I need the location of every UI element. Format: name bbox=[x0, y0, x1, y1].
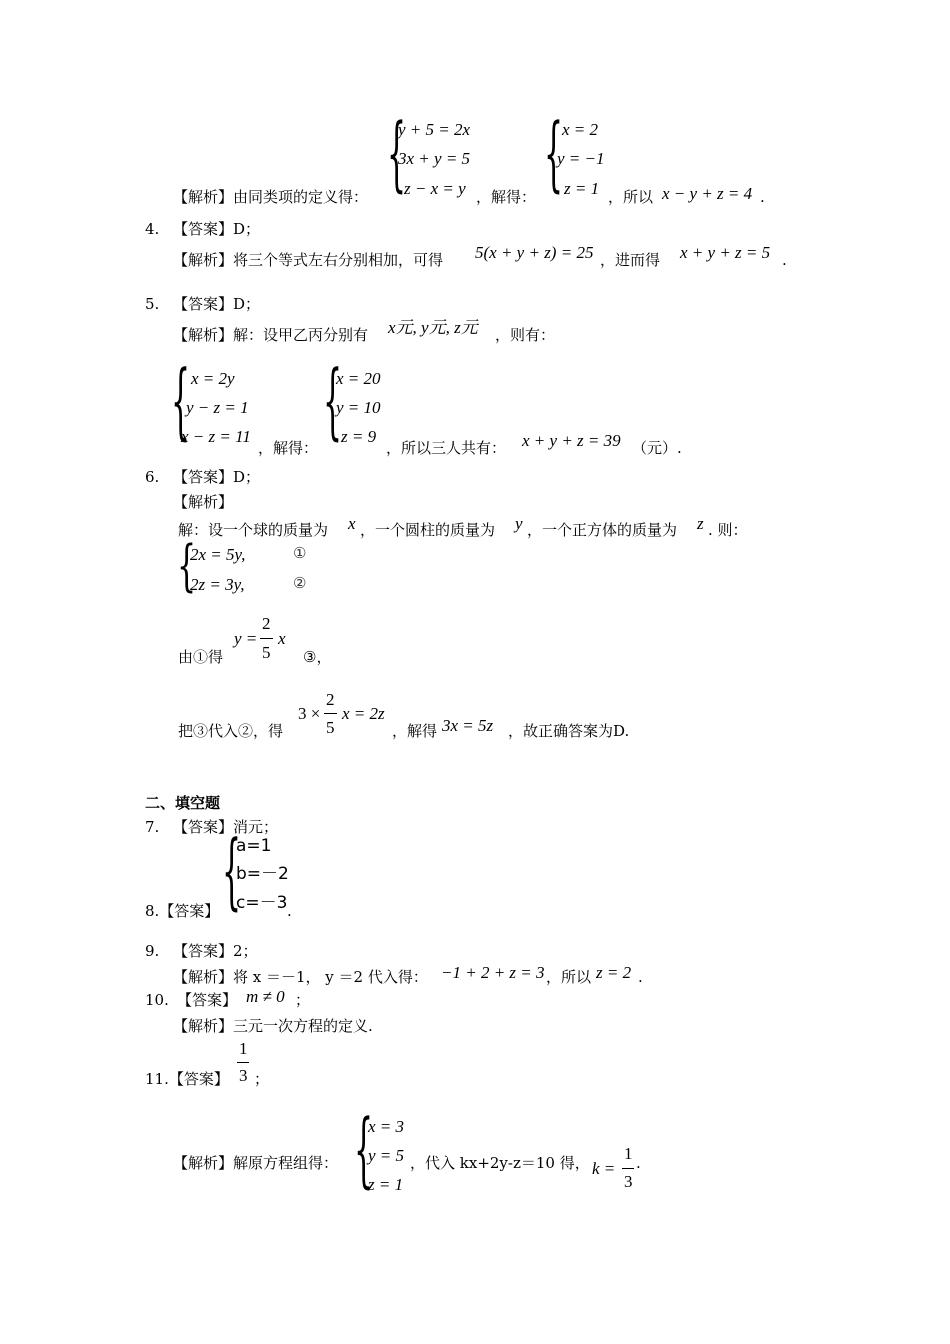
q8-eq-2: b=－2 bbox=[236, 864, 289, 884]
q6-number: 6. bbox=[145, 468, 160, 486]
q6-solved-text: ，解得 bbox=[392, 722, 438, 740]
q6-frac-den: 5 bbox=[262, 643, 271, 662]
q7-answer: 【答案】消元； bbox=[173, 818, 279, 836]
q11-sol-2: y = 5 bbox=[368, 1146, 405, 1165]
q6-mark-1: ① bbox=[293, 544, 307, 562]
q3-result: x − y + z = 4 bbox=[662, 184, 753, 203]
q6-eq3: 3x = 5z bbox=[442, 716, 494, 735]
q6-var-y: y bbox=[515, 514, 523, 533]
q5-sol-2: y = 10 bbox=[336, 398, 381, 417]
q3-eq-1: y + 5 = 2x bbox=[398, 120, 471, 139]
q6-mark-2: ② bbox=[293, 574, 307, 592]
q6-frac2-num: 2 bbox=[326, 690, 335, 709]
q6-y-eq: y = bbox=[234, 629, 258, 648]
q8-label: 8.【答案】 bbox=[145, 902, 220, 920]
q6-frac2-den: 5 bbox=[326, 718, 335, 737]
q3-sol-2: y = −1 bbox=[557, 149, 605, 168]
q5-eq-2: y − z = 1 bbox=[186, 398, 249, 417]
q5-analysis-2: ，则有： bbox=[495, 326, 556, 344]
q11-substitute: ，代入 kx+2y-z＝10 得， bbox=[410, 1154, 590, 1172]
q6-setup-3: ，一个正方体的质量为 bbox=[527, 521, 678, 539]
q11-k-eq: k = bbox=[592, 1159, 616, 1178]
q5-solve-text: ，解得： bbox=[258, 439, 319, 457]
q6-eq-1: 2x = 5y, bbox=[190, 545, 246, 564]
q6-answer: 【答案】D； bbox=[173, 468, 261, 486]
q6-setup-1: 解：设一个球的质量为 bbox=[178, 521, 329, 539]
q6-frac-num: 2 bbox=[262, 614, 271, 633]
q5-answer: 【答案】D； bbox=[173, 295, 261, 313]
q8-brace: { bbox=[222, 824, 242, 921]
q4-eq-result: x + y + z = 5 bbox=[680, 243, 771, 262]
q5-eq-3: x − z = 11 bbox=[181, 427, 251, 446]
q11-semicolon: ； bbox=[254, 1070, 270, 1088]
q9-dot: . bbox=[638, 968, 643, 986]
q6-var-x: x bbox=[348, 514, 356, 533]
q3-solve-text: ，解得： bbox=[476, 188, 537, 206]
q11-k-den: 3 bbox=[624, 1172, 633, 1191]
section-2-heading: 二、填空题 bbox=[145, 794, 221, 812]
q9-number: 9. bbox=[145, 942, 160, 960]
q9-analysis-1: 【解析】将 x ＝－1， y ＝2 代入得： bbox=[173, 968, 428, 986]
q11-analysis: 【解析】解原方程组得： bbox=[173, 1154, 339, 1172]
q3-system-brace: { bbox=[387, 107, 407, 203]
q6-system-brace: { bbox=[177, 534, 197, 600]
q8-eq-3: c=－3 bbox=[236, 893, 288, 913]
q4-dot: . bbox=[782, 251, 787, 269]
q5-solution-brace: { bbox=[323, 354, 343, 451]
q11-k-num: 1 bbox=[624, 1144, 633, 1163]
q6-eq-2: 2z = 3y, bbox=[190, 575, 245, 594]
q11-frac-bar bbox=[237, 1062, 249, 1063]
q11-frac-num: 1 bbox=[239, 1039, 248, 1058]
q10-semicolon: ； bbox=[295, 991, 311, 1009]
q5-result: x + y + z = 39 bbox=[522, 431, 621, 450]
q11-dot: . bbox=[636, 1154, 641, 1172]
q3-analysis-label: 【解析】由同类项的定义得： bbox=[173, 188, 369, 206]
q4-analysis-1: 【解析】将三个等式左右分别相加，可得 bbox=[173, 251, 444, 269]
q8-dot: . bbox=[287, 902, 292, 920]
q11-brace: { bbox=[354, 1103, 374, 1199]
q5-sol-3: z = 9 bbox=[341, 427, 377, 446]
q10-number: 10. bbox=[145, 991, 169, 1009]
q6-frac2-bar bbox=[324, 713, 337, 714]
q10-analysis: 【解析】三元一次方程的定义. bbox=[173, 1017, 373, 1035]
q4-eq-sum: 5(x + y + z) = 25 bbox=[475, 243, 594, 262]
q5-system-brace: { bbox=[171, 354, 191, 451]
q6-analysis-head: 【解析】 bbox=[173, 493, 234, 511]
q9-answer: 【答案】2； bbox=[173, 942, 258, 960]
q5-sol-1: x = 20 bbox=[336, 369, 381, 388]
q11-k-bar bbox=[622, 1168, 634, 1169]
q4-answer: 【答案】D； bbox=[173, 220, 261, 238]
q5-unit: （元）. bbox=[632, 439, 682, 457]
q5-total-text: ，所以三人共有： bbox=[386, 439, 507, 457]
q6-conclusion: ，故正确答案为D. bbox=[508, 722, 630, 740]
q3-eq-2: 3x + y = 5 bbox=[398, 149, 471, 168]
q3-so-text: ，所以 bbox=[608, 188, 654, 206]
q5-number: 5. bbox=[145, 295, 160, 313]
q6-setup-2: ，一个圆柱的质量为 bbox=[360, 521, 496, 539]
q11-frac-den: 3 bbox=[239, 1066, 248, 1085]
q9-eq-1: −1 + 2 + z = 3 bbox=[441, 963, 545, 982]
q3-sol-3: z = 1 bbox=[564, 179, 600, 198]
q9-eq-2: z = 2 bbox=[596, 963, 632, 982]
q6-from-1: 由①得 bbox=[178, 648, 224, 666]
q10-answer: 【答案】 bbox=[177, 991, 238, 1009]
q3-solution-brace: { bbox=[544, 107, 564, 203]
q6-frac-bar bbox=[260, 638, 273, 639]
q3-sol-1: x = 2 bbox=[562, 120, 599, 139]
q5-vars: x元, y元, z元 bbox=[388, 318, 478, 337]
q8-eq-1: a=1 bbox=[236, 836, 272, 856]
q11-label: 11.【答案】 bbox=[145, 1070, 229, 1088]
q6-substitute: 把③代入②，得 bbox=[178, 722, 284, 740]
q11-sol-1: x = 3 bbox=[368, 1117, 405, 1136]
q5-analysis-1: 【解析】解：设甲乙丙分别有 bbox=[173, 326, 369, 344]
q4-number: 4. bbox=[145, 220, 160, 238]
q10-eq: m ≠ 0 bbox=[246, 987, 285, 1006]
q9-analysis-2: ，所以 bbox=[546, 968, 592, 986]
q5-eq-1: x = 2y bbox=[191, 369, 235, 388]
q6-mark-3: ③， bbox=[303, 648, 332, 666]
q11-sol-3: z = 1 bbox=[368, 1175, 404, 1194]
q6-rest: x = 2z bbox=[342, 704, 385, 723]
q3-eq-3: z − x = y bbox=[404, 179, 466, 198]
q6-three-times: 3 × bbox=[298, 704, 321, 723]
q3-dot: . bbox=[760, 188, 765, 206]
q6-var-z: z bbox=[697, 514, 704, 533]
q6-setup-4: . 则： bbox=[708, 521, 748, 539]
q6-frac-x: x bbox=[278, 629, 286, 648]
q7-number: 7. bbox=[145, 818, 160, 836]
q4-analysis-2: ，进而得 bbox=[600, 251, 661, 269]
